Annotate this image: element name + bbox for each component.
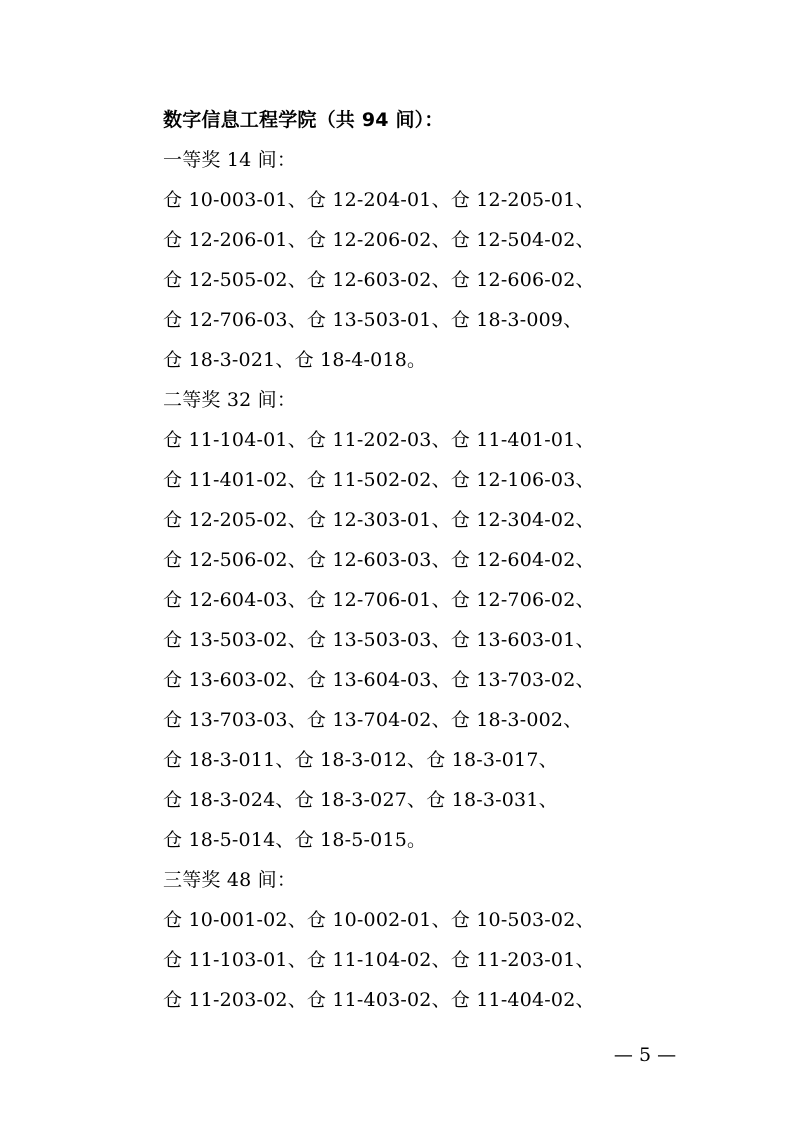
- page-number: — 5 —: [613, 1044, 677, 1066]
- first-prize-line: 仓 12-706-03、仓 13-503-01、仓 18-3-009、: [163, 309, 583, 331]
- third-prize-title: 三等奖 48 间：: [163, 869, 297, 891]
- second-prize-line: 仓 18-5-014、仓 18-5-015。: [163, 829, 427, 851]
- first-prize-title: 一等奖 14 间：: [163, 149, 297, 171]
- first-prize-section: [163, 140, 763, 380]
- second-prize-line: 仓 13-603-02、仓 13-604-03、仓 13-703-02、: [163, 669, 595, 691]
- section-heading: 数字信息工程学院（共 94 间）：: [163, 109, 444, 131]
- second-prize-line: 仓 12-205-02、仓 12-303-01、仓 12-304-02、: [163, 509, 595, 531]
- second-prize-line: 仓 18-3-024、仓 18-3-027、仓 18-3-031、: [163, 789, 558, 811]
- third-prize-section: [163, 860, 763, 1020]
- first-prize-line: 仓 12-505-02、仓 12-603-02、仓 12-606-02、: [163, 269, 595, 291]
- second-prize-line: 仓 18-3-011、仓 18-3-012、仓 18-3-017、: [163, 749, 558, 771]
- third-prize-line: 仓 10-001-02、仓 10-002-01、仓 10-503-02、: [163, 909, 595, 931]
- second-prize-line: 仓 13-503-02、仓 13-503-03、仓 13-603-01、: [163, 629, 595, 651]
- second-prize-line: 仓 11-104-01、仓 11-202-03、仓 11-401-01、: [163, 429, 595, 451]
- second-prize-title: 二等奖 32 间：: [163, 389, 297, 411]
- second-prize-line: 仓 11-401-02、仓 11-502-02、仓 12-106-03、: [163, 469, 595, 491]
- first-prize-line: 仓 18-3-021、仓 18-4-018。: [163, 349, 427, 371]
- page-content: [163, 100, 763, 1020]
- second-prize-line: 仓 12-604-03、仓 12-706-01、仓 12-706-02、: [163, 589, 595, 611]
- second-prize-section: [163, 380, 763, 860]
- first-prize-line: 仓 12-206-01、仓 12-206-02、仓 12-504-02、: [163, 229, 595, 251]
- third-prize-line: 仓 11-103-01、仓 11-104-02、仓 11-203-01、: [163, 949, 595, 971]
- third-prize-line: 仓 11-203-02、仓 11-403-02、仓 11-404-02、: [163, 989, 595, 1011]
- second-prize-line: 仓 12-506-02、仓 12-603-03、仓 12-604-02、: [163, 549, 595, 571]
- second-prize-line: 仓 13-703-03、仓 13-704-02、仓 18-3-002、: [163, 709, 583, 731]
- first-prize-line: 仓 10-003-01、仓 12-204-01、仓 12-205-01、: [163, 189, 595, 211]
